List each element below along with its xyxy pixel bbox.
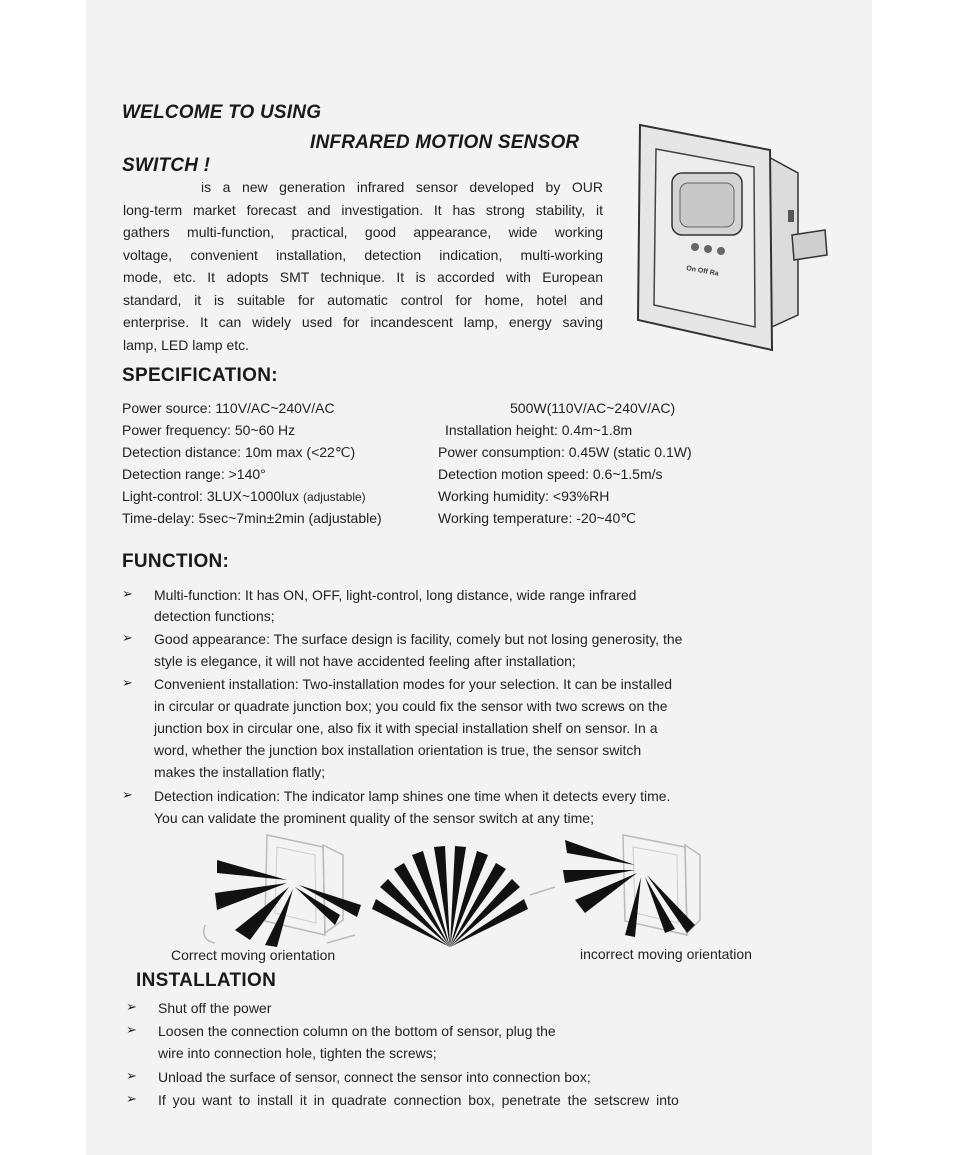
spec-detection-distance: Detection distance: 10m max (<22℃) bbox=[122, 444, 356, 460]
product-heading: INFRARED MOTION SENSOR bbox=[310, 132, 580, 153]
spec-power-source: Power source: 110V/AC~240V/AC bbox=[122, 400, 335, 416]
installation-item-line: If you want to install it in quadrate connection box, penetrate the setscrew into bbox=[158, 1092, 679, 1108]
intro-line: standard, it is suitable for automatic control for home, hotel and bbox=[123, 291, 603, 308]
spec-temperature: Working temperature: -20~40℃ bbox=[438, 510, 636, 526]
intro-line: enterprise. It can widely used for incandescent lamp, energy saving bbox=[123, 314, 603, 330]
bullet-arrow-icon: ➢ bbox=[126, 1091, 137, 1106]
function-item-line: style is elegance, it will not have accidented feeling after installation; bbox=[154, 653, 576, 669]
intro-line: lamp, LED lamp etc. bbox=[123, 336, 250, 353]
function-item-line: Good appearance: The surface design is facility, comely but not losing generosity, the bbox=[154, 631, 683, 647]
bullet-arrow-icon: ➢ bbox=[122, 675, 133, 690]
function-item-line: junction box in circular one, also fix it with special installation shelf on sensor. In a bbox=[154, 720, 658, 736]
intro-line: gathers multi-function, practical, good appearance, wide working bbox=[123, 224, 603, 240]
spec-load: 500W(110V/AC~240V/AC) bbox=[510, 400, 676, 416]
function-item-line: in circular or quadrate junction box; you could fix the sensor with two screws on the bbox=[154, 698, 668, 714]
function-item-line: makes the installation flatly; bbox=[154, 764, 326, 780]
switch-heading: SWITCH ! bbox=[122, 155, 211, 176]
detection-fan-figure bbox=[372, 846, 555, 947]
bullet-arrow-icon: ➢ bbox=[122, 586, 133, 601]
spec-motion-speed: Detection motion speed: 0.6~1.5m/s bbox=[438, 466, 663, 482]
spec-detection-range: Detection range: >140° bbox=[122, 466, 266, 482]
spec-humidity: Working humidity: <93%RH bbox=[438, 488, 610, 504]
function-item-line: You can validate the prominent quality of the sensor switch at any time; bbox=[154, 810, 594, 826]
spec-power-frequency: Power frequency: 50~60 Hz bbox=[122, 422, 296, 438]
bullet-arrow-icon: ➢ bbox=[126, 1022, 137, 1037]
spec-light-control-value: Light-control: 3LUX~1000lux bbox=[122, 488, 300, 504]
installation-item-line: Unload the surface of sensor, connect the sensor into connection box; bbox=[158, 1069, 591, 1085]
incorrect-orientation-caption: incorrect moving orientation bbox=[580, 946, 752, 962]
installation-item-line: Loosen the connection column on the bottom of sensor, plug the bbox=[158, 1023, 556, 1039]
function-item-line: word, whether the junction box installation orientation is true, the sensor switch bbox=[154, 742, 642, 758]
function-item-line: Convenient installation: Two-installation modes for your selection. It can be installed bbox=[154, 676, 673, 692]
welcome-heading: WELCOME TO USING bbox=[122, 102, 322, 123]
installation-item-line: wire into connection hole, tighten the screws; bbox=[158, 1045, 437, 1061]
spec-light-control-note: (adjustable) bbox=[302, 490, 366, 504]
intro-line: mode, etc. It adopts SMT technique. It is accorded with European bbox=[123, 269, 603, 285]
device-knob-labels: On Off Ra bbox=[685, 265, 720, 278]
moving-orientation-diagram bbox=[195, 825, 795, 950]
intro-line: voltage, convenient installation, detection indication, multi-working bbox=[123, 246, 603, 263]
spec-installation-height: Installation height: 0.4m~1.8m bbox=[445, 422, 633, 438]
spec-light-control bbox=[122, 488, 366, 504]
function-item-line: Multi-function: It has ON, OFF, light-control, long distance, wide range infrared bbox=[154, 587, 637, 603]
specification-heading: SPECIFICATION: bbox=[122, 365, 278, 386]
bullet-arrow-icon: ➢ bbox=[126, 1068, 137, 1083]
spec-time-delay: Time-delay: 5sec~7min±2min (adjustable) bbox=[122, 510, 382, 526]
sensor-switch-illustration bbox=[620, 115, 840, 360]
installation-item-line: Shut off the power bbox=[158, 1000, 272, 1016]
bullet-arrow-icon: ➢ bbox=[122, 630, 133, 645]
incorrect-orientation-figure bbox=[563, 835, 700, 937]
correct-orientation-figure bbox=[204, 835, 361, 947]
installation-heading: INSTALLATION bbox=[136, 970, 277, 991]
spec-power-consumption: Power consumption: 0.45W (static 0.1W) bbox=[438, 444, 692, 460]
function-item-line: detection functions; bbox=[154, 608, 275, 624]
intro-paragraph bbox=[123, 176, 603, 356]
intro-line: is a new generation infrared sensor developed by OUR bbox=[201, 179, 603, 195]
correct-orientation-caption: Correct moving orientation bbox=[171, 947, 336, 963]
intro-line: long-term market forecast and investigation. It has strong stability, it bbox=[123, 201, 603, 218]
function-item-line: Detection indication: The indicator lamp shines one time when it detects every time. bbox=[154, 788, 671, 804]
bullet-arrow-icon: ➢ bbox=[122, 787, 133, 802]
function-heading: FUNCTION: bbox=[122, 551, 230, 572]
bullet-arrow-icon: ➢ bbox=[126, 999, 137, 1014]
